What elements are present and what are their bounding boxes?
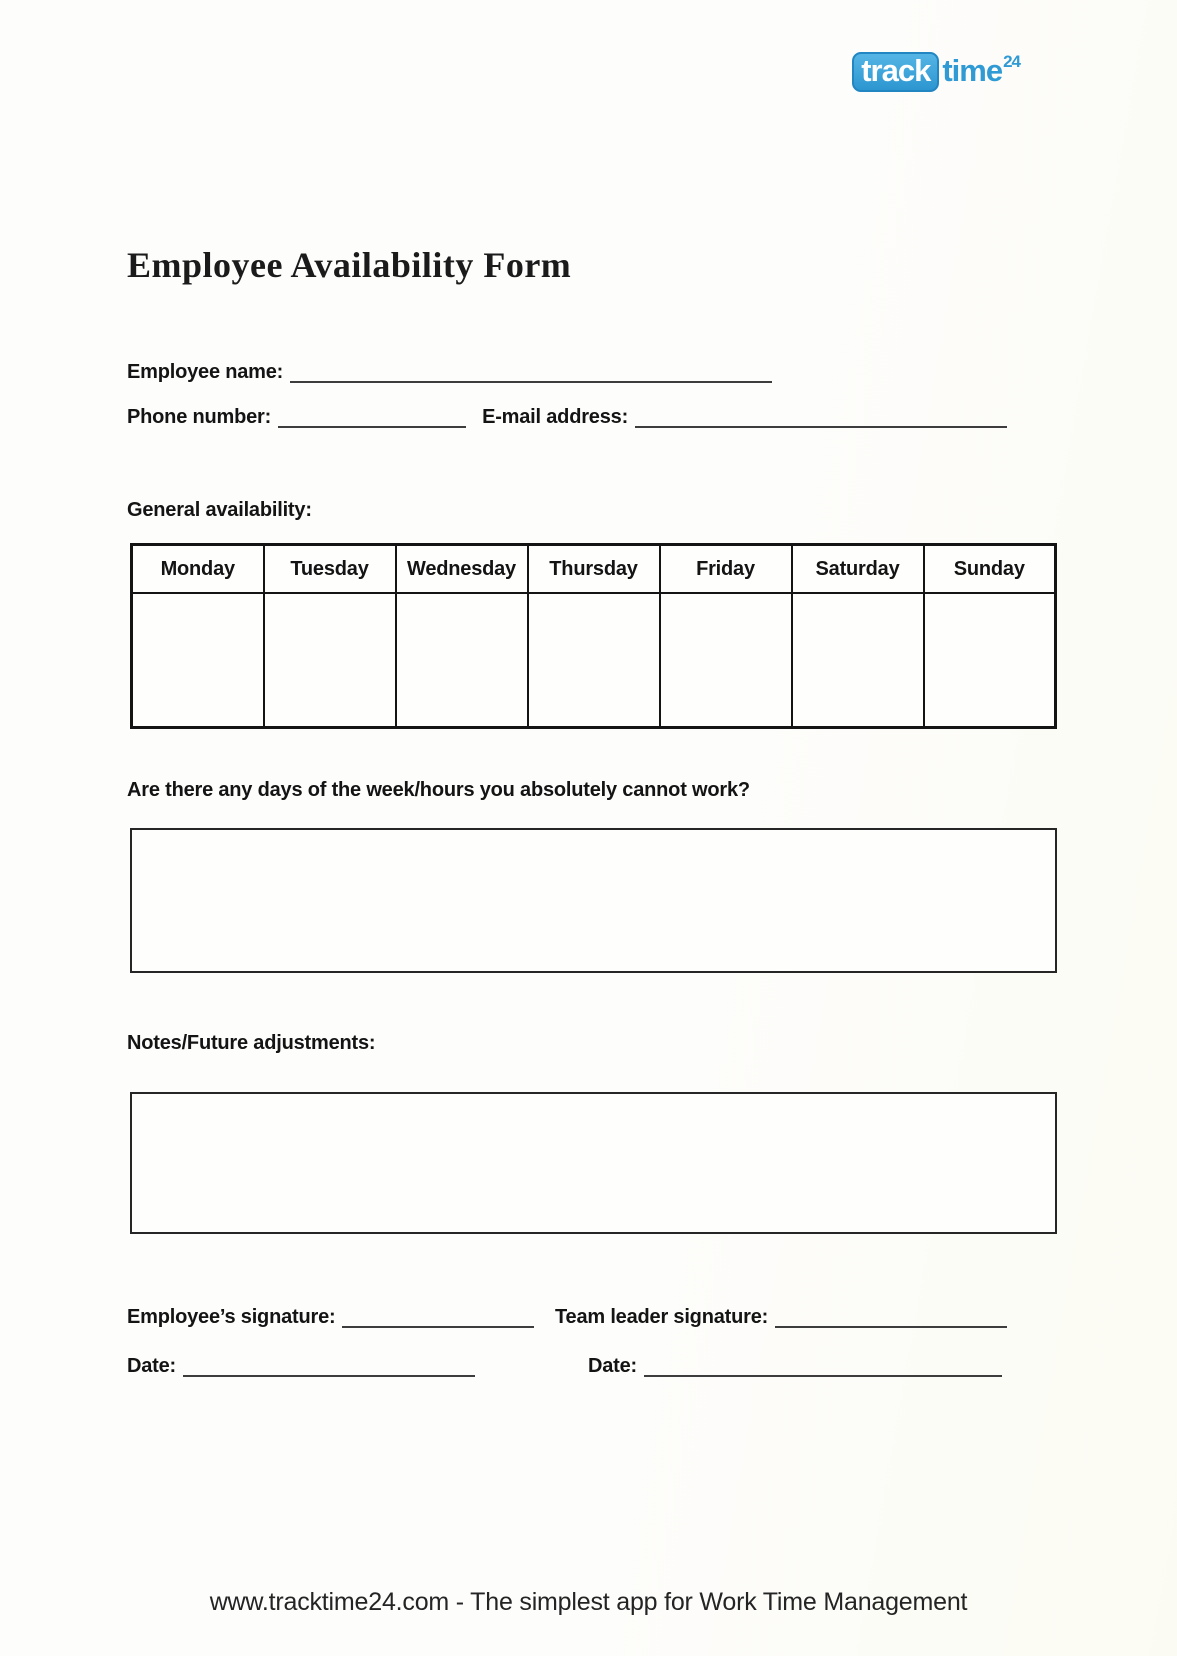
- employee-date-label: Date:: [127, 1355, 177, 1377]
- email-address-label: E-mail address:: [482, 406, 629, 428]
- availability-header-row: [132, 545, 1056, 594]
- employee-date-line[interactable]: [183, 1372, 475, 1377]
- tracktime24-logo: [852, 52, 1020, 92]
- availability-table: [130, 543, 1057, 729]
- logo-track-badge: track: [852, 52, 939, 92]
- day-header-saturday: Saturday: [792, 545, 924, 594]
- email-address-input-line[interactable]: [635, 423, 1007, 428]
- employee-name-input-line[interactable]: [290, 378, 772, 383]
- phone-number-input-line[interactable]: [278, 423, 466, 428]
- team-leader-signature-line[interactable]: [775, 1323, 1007, 1328]
- employee-date-row: [127, 1352, 475, 1378]
- notes-label: Notes/Future adjustments:: [127, 1032, 376, 1054]
- availability-cell-friday[interactable]: [660, 593, 792, 728]
- availability-cell-saturday[interactable]: [792, 593, 924, 728]
- availability-cell-sunday[interactable]: [924, 593, 1056, 728]
- team-leader-date-label: Date:: [588, 1355, 638, 1377]
- employee-signature-label: Employee’s signature:: [127, 1306, 336, 1328]
- cannot-work-answer-box[interactable]: [130, 828, 1057, 973]
- availability-cell-wednesday[interactable]: [396, 593, 528, 728]
- team-leader-date-row: [588, 1352, 1002, 1378]
- footer-tagline: www.tracktime24.com - The simplest app for Work Time Management: [209, 1588, 968, 1616]
- logo-24-superscript: 24: [1003, 52, 1020, 71]
- employee-signature-line[interactable]: [342, 1323, 534, 1328]
- availability-cell-monday[interactable]: [132, 593, 264, 728]
- day-header-thursday: Thursday: [528, 545, 660, 594]
- employee-name-row: [127, 358, 772, 384]
- cannot-work-question: Are there any days of the week/hours you absolutely cannot work?: [127, 779, 750, 801]
- team-leader-signature-row: [555, 1303, 1007, 1329]
- availability-cell-tuesday[interactable]: [264, 593, 396, 728]
- day-header-sunday: Sunday: [924, 545, 1056, 594]
- general-availability-label: General availability:: [127, 499, 312, 521]
- logo-time-text: time: [942, 53, 1003, 88]
- availability-entry-row: [132, 593, 1056, 728]
- employee-signature-row: [127, 1303, 534, 1329]
- day-header-friday: Friday: [660, 545, 792, 594]
- phone-number-label: Phone number:: [127, 406, 272, 428]
- day-header-wednesday: Wednesday: [396, 545, 528, 594]
- employee-name-label: Employee name:: [127, 361, 284, 383]
- page-title: Employee Availability Form: [127, 245, 572, 286]
- contact-row: [127, 403, 1007, 429]
- team-leader-signature-label: Team leader signature:: [555, 1306, 769, 1328]
- day-header-monday: Monday: [132, 545, 264, 594]
- availability-cell-thursday[interactable]: [528, 593, 660, 728]
- notes-answer-box[interactable]: [130, 1092, 1057, 1234]
- team-leader-date-line[interactable]: [644, 1372, 1002, 1377]
- day-header-tuesday: Tuesday: [264, 545, 396, 594]
